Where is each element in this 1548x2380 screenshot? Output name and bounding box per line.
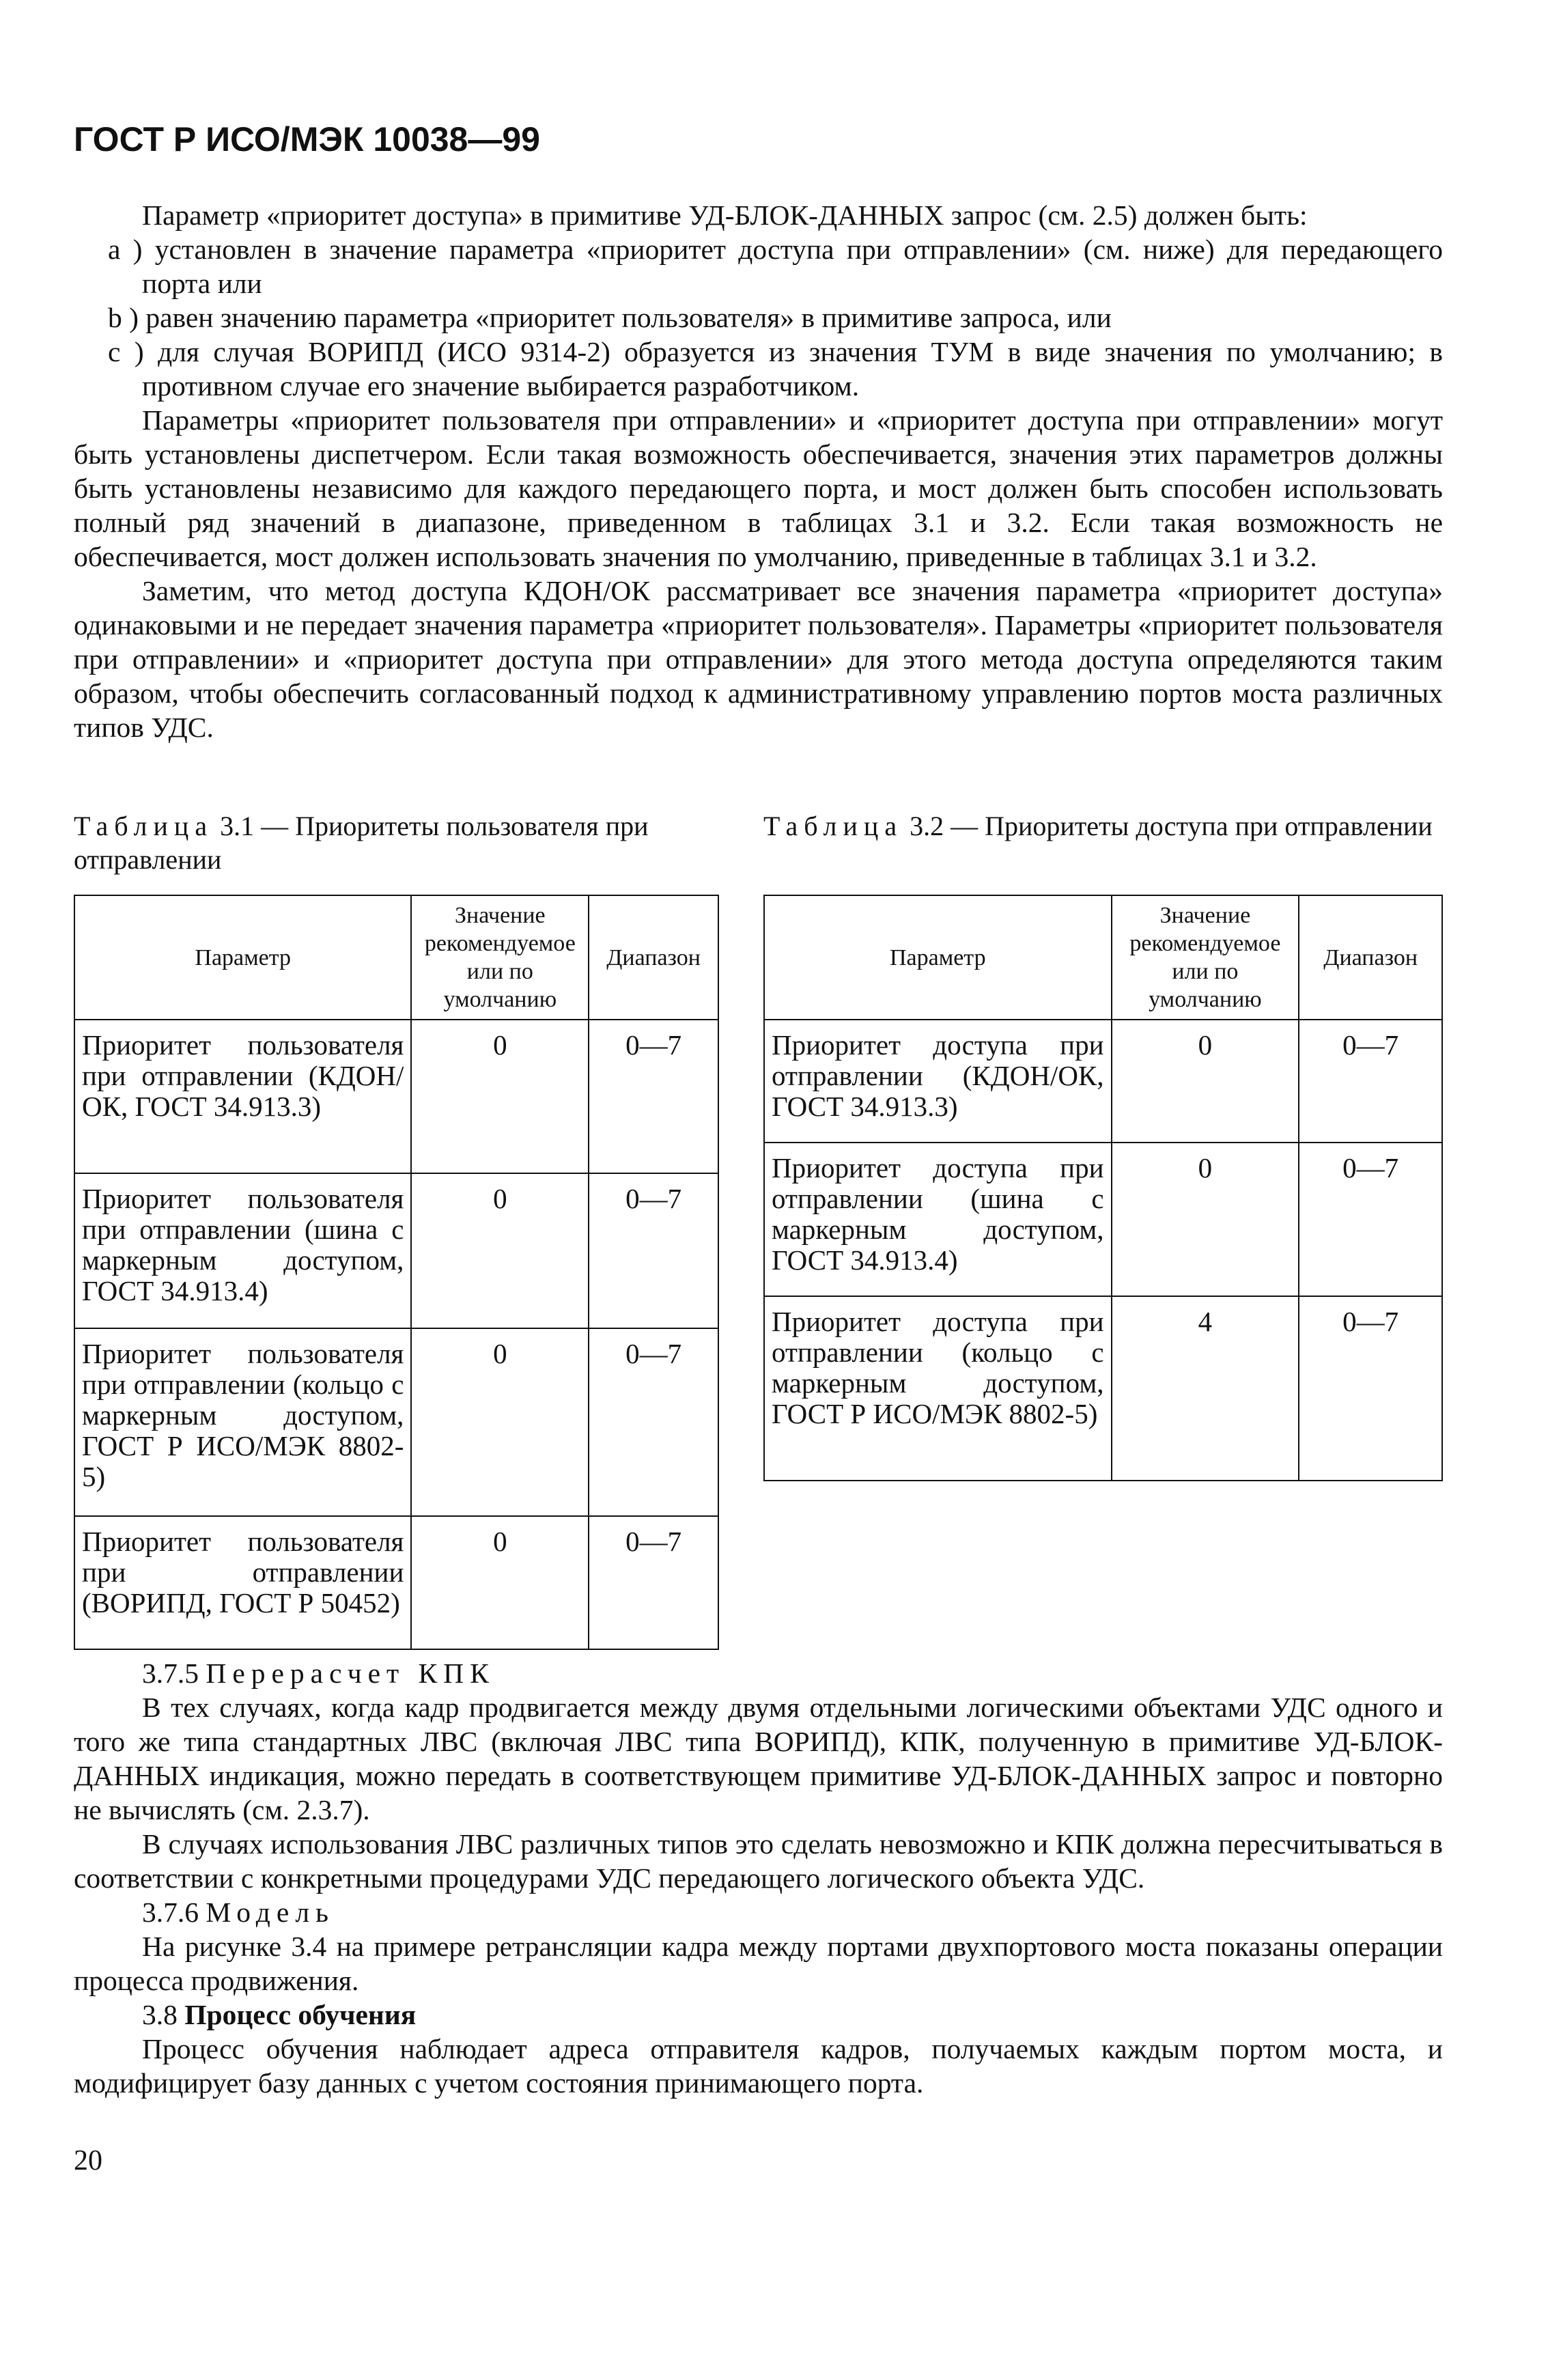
sections-block xyxy=(74,1656,1443,2100)
table1-caption xyxy=(74,809,716,876)
table1-row4-range: 0—7 xyxy=(589,1516,718,1649)
intro-list-item-a: а ) установлен в значение параметра «приоритет доступа при отправлении» (см. ниже) для передающего порта или xyxy=(108,234,1443,299)
table1-header-row xyxy=(74,895,718,1020)
table1-row2-value: 0 xyxy=(411,1173,589,1328)
section-3-7-5-number: 3.7.5 xyxy=(142,1657,199,1689)
table1-row4-param: Приоритет пользователя при отправлении (ВОРИПД, ГОСТ Р 50452) xyxy=(74,1516,411,1649)
table-row xyxy=(74,1516,718,1649)
table2-caption-word: Таблица xyxy=(763,811,903,841)
section-3-7-6-paragraph-1: На рисунке 3.4 на примере ретрансляции кадра между портами двухпортового моста показаны операции процесса продвижения. xyxy=(74,1931,1443,1996)
table2-header-range: Диапазон xyxy=(1299,895,1442,1020)
table2-row2-param: Приоритет доступа при отправлении (шина с маркерным доступом, ГОСТ 34.913.4) xyxy=(764,1143,1112,1296)
section-3-7-6-title: Модель xyxy=(206,1896,335,1928)
table-row xyxy=(74,1020,718,1173)
section-3-7-5-paragraph-1: В тех случаях, когда кадр продвигается между двумя отдельными логическими объектами УДС одного и того же типа стандартных ЛВС (включая ЛВС типа ВОРИПД), КПК, полученную в примитиве УД-БЛОК-ДАННЫХ индикация, можно передать в соответствующем примитиве УД-БЛОК-ДАННЫХ запрос и повторно не вычислять (см. 2.3.7). xyxy=(74,1692,1443,1825)
section-3-7-5-heading xyxy=(74,1656,1443,1690)
section-3-7-5-paragraph-2: В случаях использования ЛВС различных типов это сделать невозможно и КПК должна пересчитываться в соответствии с конкретными процедурами УДС передающего логического объекта УДС. xyxy=(74,1828,1443,1894)
table2-header-param: Параметр xyxy=(764,895,1112,1020)
table1-row1-param: Приоритет пользователя при отправлении (КДОН/ОК, ГОСТ 34.913.3) xyxy=(74,1020,411,1173)
intro-paragraph-2: Параметры «приоритет пользователя при отправлении» и «приоритет доступа при отправлении» могут быть установлены диспетчером. Если такая возможность обеспечивается, значения этих параметров должны быть установлены независимо для каждого передающего порта, и мост должен быть способен использовать полный ряд значений в диапазоне, приведенном в таблицах 3.1 и 3.2. Если такая возможность не обеспечивается, мост должен использовать значения по умолчанию, приведенные в таблицах 3.1 и 3.2. xyxy=(74,404,1443,572)
table2-caption xyxy=(763,809,1446,843)
table1-caption-word: Таблица xyxy=(74,811,214,841)
intro-paragraph-1: Параметр «приоритет доступа» в примитиве УД-БЛОК-ДАННЫХ запрос (см. 2.5) должен быть: xyxy=(142,199,1308,231)
table2-row3-param: Приоритет доступа при отправлении (кольцо с маркерным доступом, ГОСТ Р ИСО/МЭК 8802-5) xyxy=(764,1296,1112,1481)
section-3-7-5-title: Перерасчет КПК xyxy=(206,1657,495,1689)
table1-row3-param: Приоритет пользователя при отправлении (кольцо с маркерным доступом, ГОСТ Р ИСО/МЭК 8802-5) xyxy=(74,1328,411,1516)
intro-paragraph-3: Заметим, что метод доступа КДОН/ОК рассматривает все значения параметра «приоритет доступа» одинаковыми и не передает значения параметра «приоритет пользователя». Параметры «приоритет пользователя при отправлении» и «приоритет доступа при отправлении» для этого метода доступа определяются таким образом, чтобы обеспечить согласованный подход к административному управлению портов моста различных типов УДС. xyxy=(74,575,1443,743)
table-row xyxy=(74,1173,718,1328)
section-3-8-number: 3.8 xyxy=(142,1999,178,2030)
section-3-8-paragraph-1: Процесс обучения наблюдает адреса отправителя кадров, получаемых каждым портом моста, и модифицирует базу данных с учетом состояния принимающего порта. xyxy=(74,2033,1443,2099)
table-row xyxy=(764,1020,1442,1143)
table1-row1-range: 0—7 xyxy=(589,1020,718,1173)
table-row xyxy=(764,1143,1442,1296)
document-header: ГОСТ Р ИСО/МЭК 10038—99 xyxy=(74,120,540,158)
table1-header-range: Диапазон xyxy=(589,895,718,1020)
table2 xyxy=(763,895,1443,1481)
table1 xyxy=(74,895,719,1650)
table1-header-value: Значение рекомендуемое или по умолчанию xyxy=(411,895,589,1020)
table2-row1-range: 0—7 xyxy=(1299,1020,1442,1143)
table1-caption-text: 3.1 — Приоритеты пользователя при отправлении xyxy=(74,811,649,875)
table2-header-value: Значение рекомендуемое или по умолчанию xyxy=(1112,895,1299,1020)
table2-row1-param: Приоритет доступа при отправлении (КДОН/ОК, ГОСТ 34.913.3) xyxy=(764,1020,1112,1143)
intro-list-item-c: с ) для случая ВОРИПД (ИСО 9314-2) образуется из значения ТУМ в виде значения по умолчанию; в противном случае его значение выбирается разработчиком. xyxy=(108,336,1443,402)
table1-row2-range: 0—7 xyxy=(589,1173,718,1328)
table2-row3-range: 0—7 xyxy=(1299,1296,1442,1481)
section-3-8-heading xyxy=(74,1998,1443,2032)
section-3-7-6-number: 3.7.6 xyxy=(142,1896,199,1928)
table1-header-param: Параметр xyxy=(74,895,411,1020)
table1-row4-value: 0 xyxy=(411,1516,589,1649)
table2-row2-range: 0—7 xyxy=(1299,1143,1442,1296)
table2-row1-value: 0 xyxy=(1112,1020,1299,1143)
table1-row1-value: 0 xyxy=(411,1020,589,1173)
section-3-7-6-heading xyxy=(74,1895,1443,1929)
table2-row3-value: 4 xyxy=(1112,1296,1299,1481)
page-number: 20 xyxy=(74,2145,102,2176)
table2-caption-text: 3.2 — Приоритеты доступа при отправлении xyxy=(910,811,1433,841)
section-3-8-title: Процесс обучения xyxy=(184,1999,417,2030)
table1-row2-param: Приоритет пользователя при отправлении (шина с маркерным доступом, ГОСТ 34.913.4) xyxy=(74,1173,411,1328)
intro-list-item-b: b ) равен значению параметра «приоритет пользователя» в примитиве запроса, или xyxy=(108,302,1112,333)
table1-row3-range: 0—7 xyxy=(589,1328,718,1516)
table-row xyxy=(74,1328,718,1516)
table1-row3-value: 0 xyxy=(411,1328,589,1516)
table2-row2-value: 0 xyxy=(1112,1143,1299,1296)
intro-block xyxy=(74,198,1443,744)
table-row xyxy=(764,1296,1442,1481)
table2-header-row xyxy=(764,895,1442,1020)
